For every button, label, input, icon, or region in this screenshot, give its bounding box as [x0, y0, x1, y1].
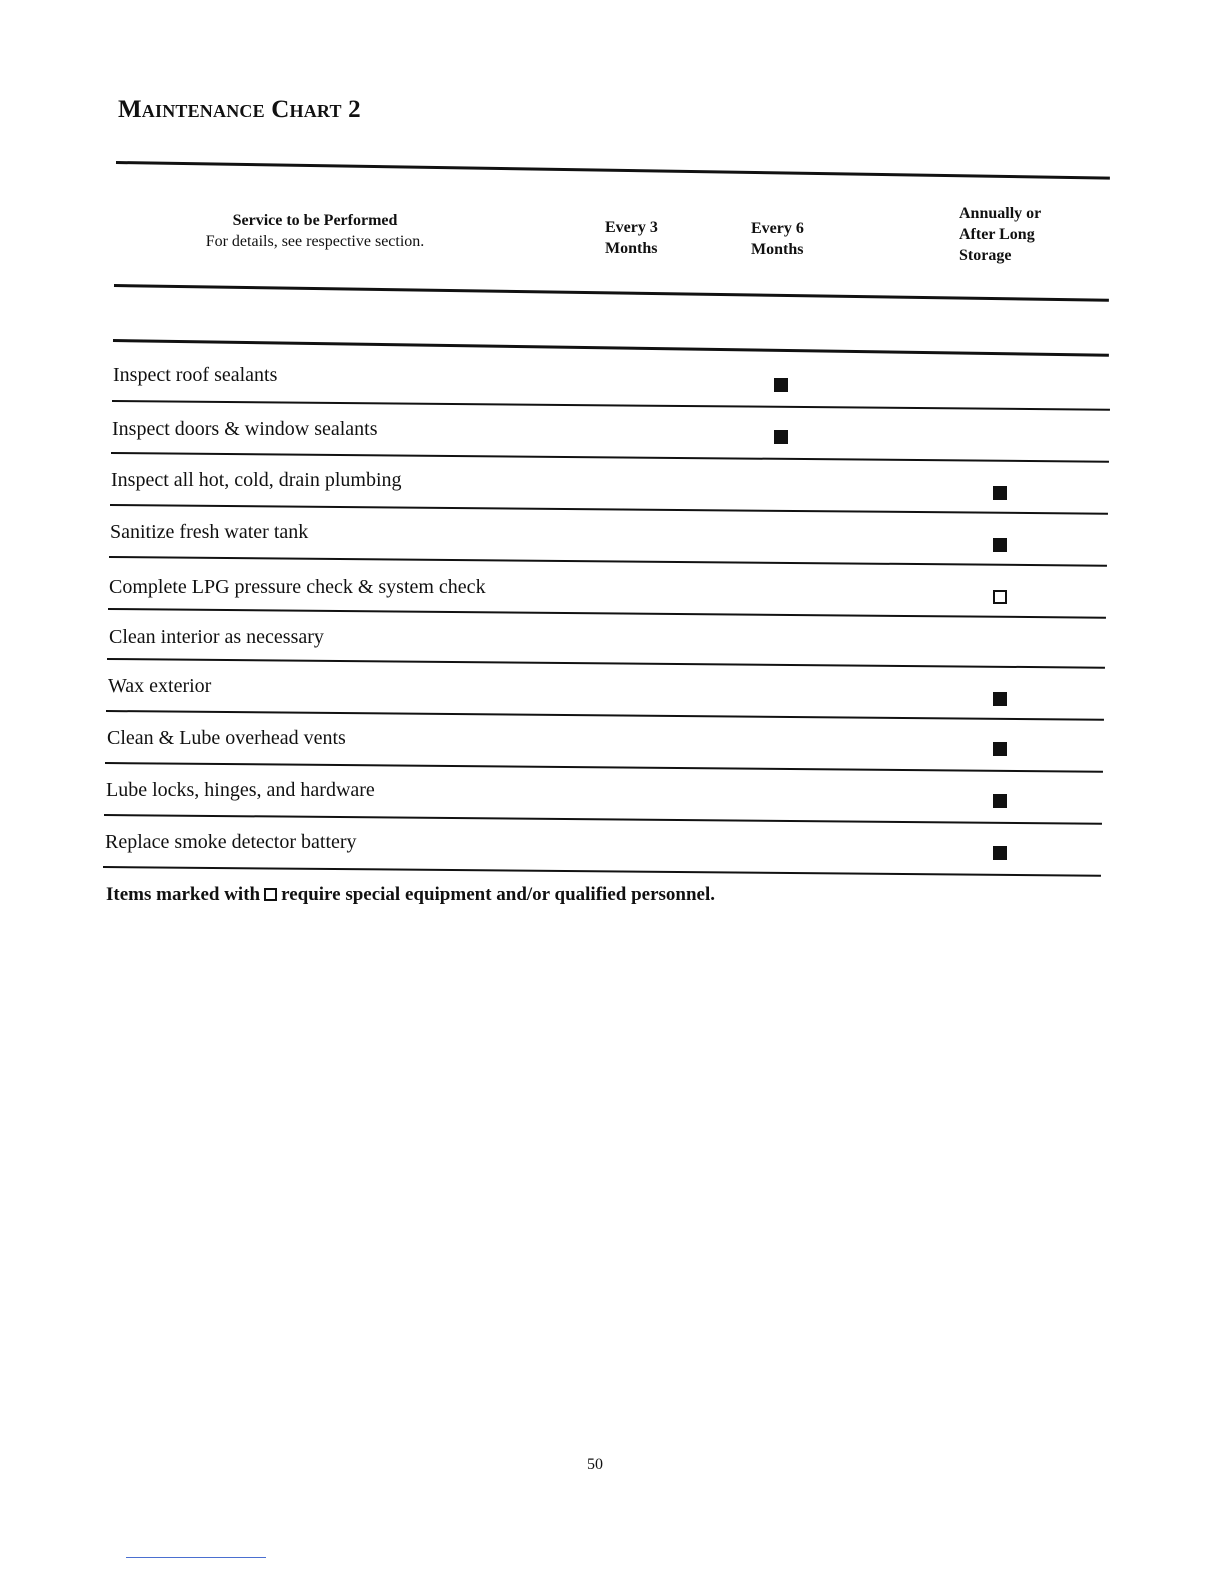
- table-row-service: Wax exterior: [108, 675, 212, 697]
- table-row-rule: [112, 400, 1110, 411]
- page-title: Maintenance Chart 2: [118, 96, 361, 123]
- table-row-rule: [108, 608, 1106, 619]
- table-row-rule: [103, 866, 1101, 877]
- table-row-rule: [107, 658, 1105, 669]
- table-row-service: Complete LPG pressure check & system check: [109, 576, 486, 598]
- filled-square-icon: [993, 794, 1007, 808]
- filled-square-icon: [774, 378, 788, 392]
- header-bottom-rule: [114, 284, 1109, 302]
- header-top-rule: [116, 161, 1110, 180]
- filled-square-icon: [993, 692, 1007, 706]
- table-row-rule: [106, 710, 1104, 721]
- table-row-service: Inspect all hot, cold, drain plumbing: [111, 469, 402, 491]
- header-service: [170, 210, 460, 252]
- table-row-service: Inspect doors & window sealants: [112, 418, 378, 440]
- table-row-service: Clean & Lube overhead vents: [107, 727, 346, 749]
- table-row-service: Clean interior as necessary: [109, 626, 324, 648]
- filled-square-icon: [993, 538, 1007, 552]
- table-row-rule: [109, 556, 1107, 567]
- header-service-subtitle: For details, see respective section.: [205, 233, 425, 250]
- header-every-3-months: Every 3 Months: [605, 219, 658, 257]
- table-row-rule: [111, 452, 1109, 463]
- footnote-lead: Items marked with: [106, 884, 261, 905]
- header-annually: Annually or After Long Storage: [959, 205, 1042, 264]
- header-every-6-months: Every 6 Months: [751, 220, 804, 258]
- table-row-service: Lube locks, hinges, and hardware: [106, 779, 375, 801]
- filled-square-icon: [993, 486, 1007, 500]
- footnote: [106, 884, 715, 906]
- footnote-tail: require special equipment and/or qualified personnel.: [281, 884, 715, 905]
- filled-square-icon: [774, 430, 788, 444]
- filled-square-icon: [993, 742, 1007, 756]
- table-row-rule: [110, 504, 1108, 515]
- open-square-icon: [264, 888, 277, 901]
- header-service-title: Service to be Performed: [232, 212, 398, 229]
- table-row-rule: [104, 814, 1102, 825]
- table-row-service: Inspect roof sealants: [113, 364, 278, 386]
- table-row-rule: [105, 762, 1103, 773]
- table-row-service: Sanitize fresh water tank: [110, 521, 309, 543]
- table-row-service: Replace smoke detector battery: [105, 831, 357, 853]
- page-number: 50: [587, 1456, 603, 1473]
- table-start-rule: [113, 339, 1109, 357]
- bottom-line: [126, 1557, 266, 1558]
- filled-square-icon: [993, 846, 1007, 860]
- open-square-icon: [993, 590, 1007, 604]
